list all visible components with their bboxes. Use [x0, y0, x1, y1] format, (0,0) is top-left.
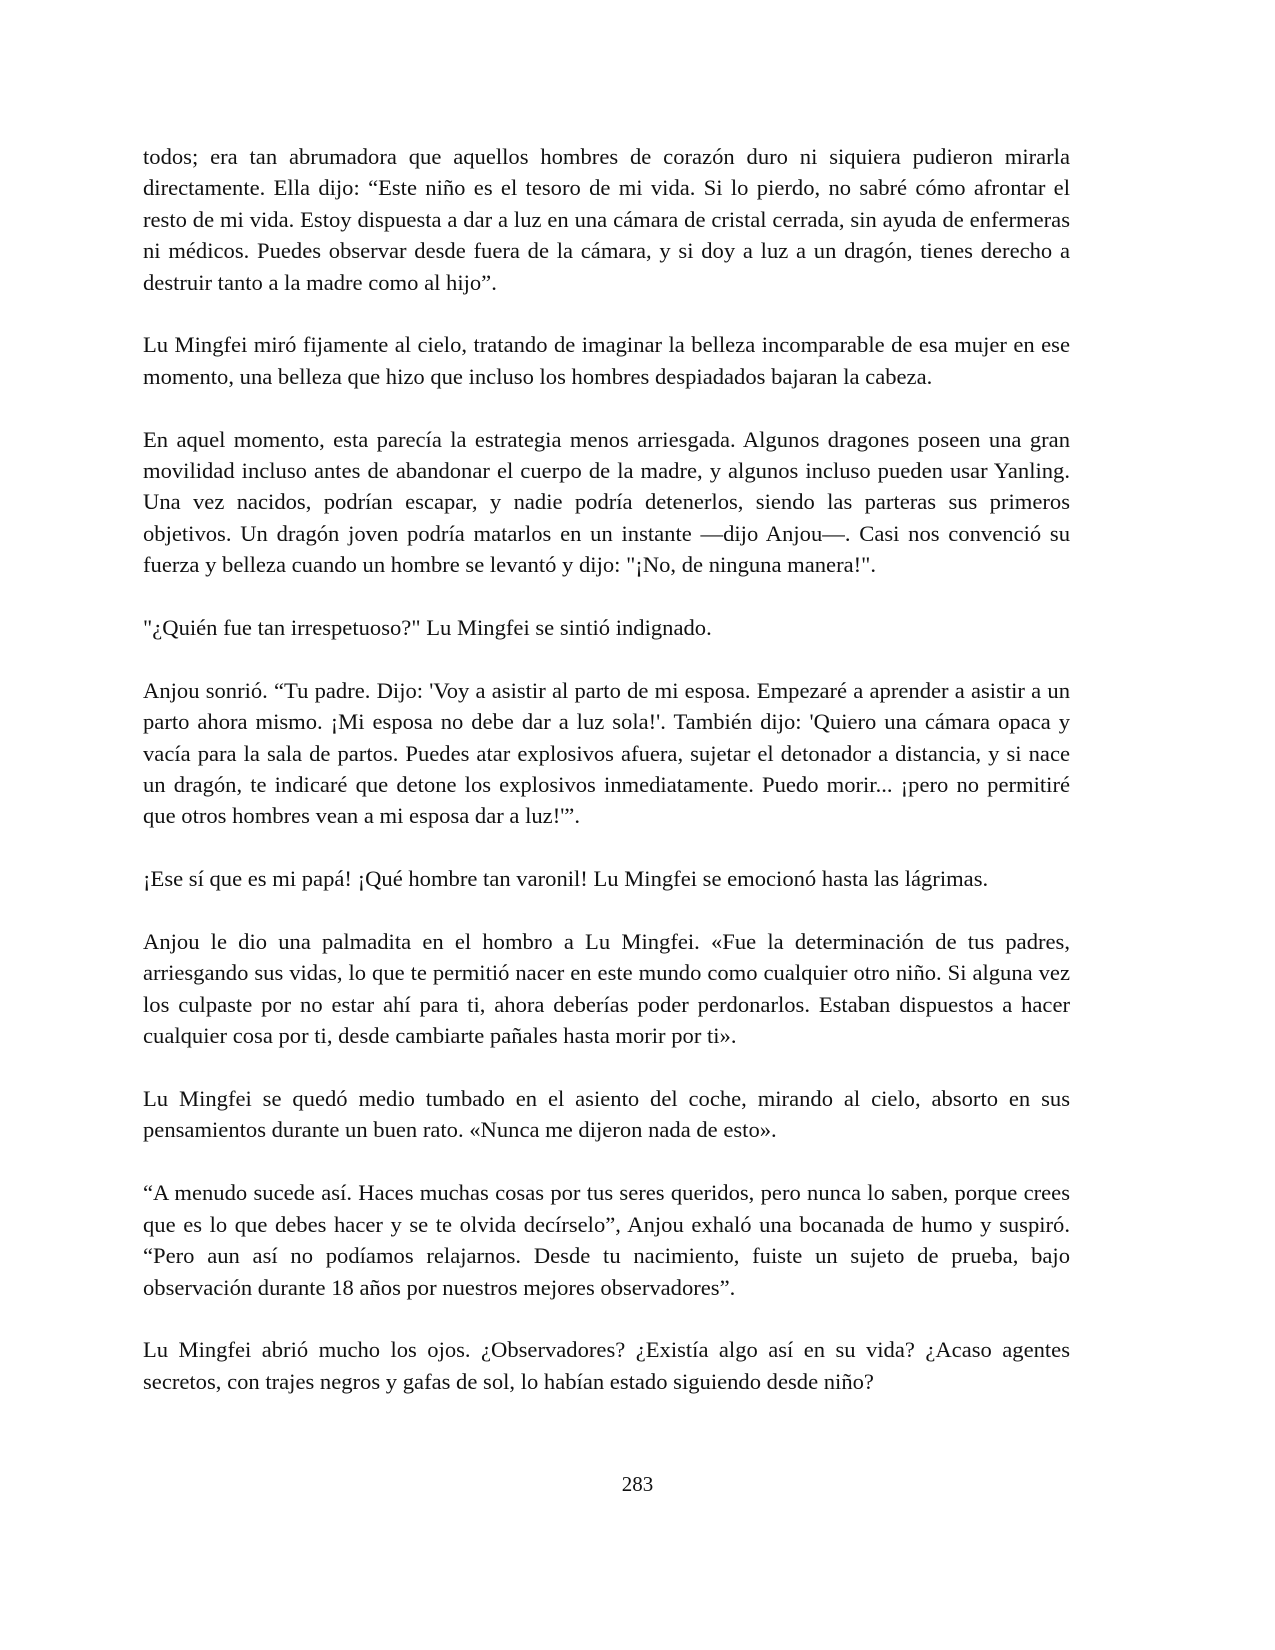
- paragraph: “A menudo sucede así. Haces muchas cosas por tus seres queridos, pero nunca lo saben, porque crees que es lo que debes hacer y se te olvida decírselo”, Anjou exhaló una bocanada de humo y suspiró. “Pero aun así no podíamos relajarnos. Desde tu nacimiento, fuiste un sujeto de prueba, bajo observación durante 18 años por nuestros mejores observadores”.: [143, 1180, 1070, 1300]
- page-body: [143, 141, 1070, 1397]
- paragraph: Lu Mingfei abrió mucho los ojos. ¿Observadores? ¿Existía algo así en su vida? ¿Acaso agentes secretos, con trajes negros y gafas de sol, lo habían estado siguiendo desde niño?: [143, 1337, 1070, 1394]
- paragraph: En aquel momento, esta parecía la estrategia menos arriesgada. Algunos dragones poseen una gran movilidad incluso antes de abandonar el cuerpo de la madre, y algunos incluso pueden usar Yanling. Una vez nacidos, podrían escapar, y nadie podría detenerlos, siendo las parteras sus primeros objetivos. Un dragón joven podría matarlos en un instante —dijo Anjou—. Casi nos convenció su fuerza y belleza cuando un hombre se levantó y dijo: "¡No, de ninguna manera!".: [143, 426, 1070, 578]
- paragraph: Lu Mingfei miró fijamente al cielo, tratando de imaginar la belleza incomparable de esa mujer en ese momento, una belleza que hizo que incluso los hombres despiadados bajaran la cabeza.: [143, 332, 1070, 389]
- paragraph: "¿Quién fue tan irrespetuoso?" Lu Mingfei se sintió indignado.: [143, 615, 712, 641]
- paragraph: Lu Mingfei se quedó medio tumbado en el asiento del coche, mirando al cielo, absorto en sus pensamientos durante un buen rato. «Nunca me dijeron nada de esto».: [143, 1086, 1070, 1143]
- paragraph: todos; era tan abrumadora que aquellos hombres de corazón duro ni siquiera pudieron mirarla directamente. Ella dijo: “Este niño es el tesoro de mi vida. Si lo pierdo, no sabré cómo afrontar el resto de mi vida. Estoy dispuesta a dar a luz en una cámara de cristal cerrada, sin ayuda de enfermeras ni médicos. Puedes observar desde fuera de la cámara, y si doy a luz a un dragón, tienes derecho a destruir tanto a la madre como al hijo”.: [143, 144, 1070, 295]
- paragraph: Anjou sonrió. “Tu padre. Dijo: 'Voy a asistir al parto de mi esposa. Empezaré a aprender a asistir a un parto ahora mismo. ¡Mi esposa no debe dar a luz sola!'. También dijo: 'Quiero una cámara opaca y vacía para la sala de partos. Puedes atar explosivos afuera, sujetar el detonador a distancia, y si nace un dragón, te indicaré que detone los explosivos inmediatamente. Puedo morir... ¡pero no permitiré que otros hombres vean a mi esposa dar a luz!'”.: [143, 677, 1070, 829]
- paragraph: ¡Ese sí que es mi papá! ¡Qué hombre tan varonil! Lu Mingfei se emocionó hasta las lágrimas.: [143, 866, 989, 892]
- page-number: 283: [621, 1472, 654, 1496]
- paragraph: Anjou le dio una palmadita en el hombro a Lu Mingfei. «Fue la determinación de tus padres, arriesgando sus vidas, lo que te permitió nacer en este mundo como cualquier otro niño. Si alguna vez los culpaste por no estar ahí para ti, ahora deberías poder perdonarlos. Estaban dispuestos a hacer cualquier cosa por ti, desde cambiarte pañales hasta morir por ti».: [143, 929, 1070, 1049]
